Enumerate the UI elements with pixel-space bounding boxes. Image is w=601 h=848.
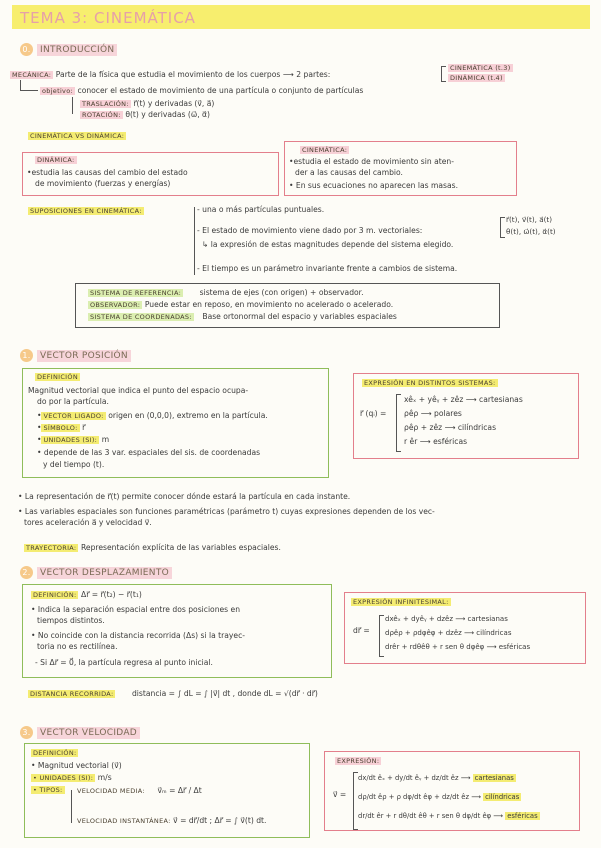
sistema-referencia-text: sistema de ejes (con origen) + observador.	[199, 288, 364, 297]
section-0-label: INTRODUCCIÓN	[37, 44, 117, 56]
depende-line-2: y del tiempo (t).	[43, 460, 105, 469]
velocidad-esfericas: dr/dt êr + r dθ/dt êθ + r sen θ dφ/dt êφ ⟶ esféricas	[358, 812, 538, 820]
objetivo-text: conocer el estado de movimiento de una partícula o conjunto de partículas	[77, 86, 364, 95]
mecanica-row	[10, 70, 330, 79]
cinematica-line-2: der a las causas del cambio.	[295, 168, 403, 177]
traslacion-row	[80, 99, 214, 108]
dinamica-line-1: •estudia las causas del cambio del estado	[27, 168, 188, 177]
partes-brace	[441, 66, 446, 82]
parte-dinamica: DINÁMICA (t.4)	[450, 74, 503, 82]
velocidad-instantanea-label: VELOCIDAD INSTANTÁNEA:	[77, 817, 171, 825]
distancia-recorrida-label: DISTANCIA RECORRIDA:	[30, 690, 114, 698]
distancia-recorrida-text: distancia = ∫ dL = ∫ |v⃗| dt , donde dL = √(dr⃗ · dr⃗)	[131, 689, 318, 698]
mecanica-label: MECÁNICA:	[12, 71, 52, 79]
distancia-recorrida-row	[28, 689, 318, 698]
cinematica-line-1: •estudia el estado de movimiento sin aten-	[289, 157, 454, 166]
suposicion-3: - El tiempo es un parámetro invariante frente a cambios de sistema.	[197, 264, 458, 273]
tipos-bracket	[71, 790, 72, 823]
dinamica-heading: DINÁMICA:	[37, 156, 75, 164]
velocidad-instantanea-row	[77, 816, 266, 825]
connector-line	[20, 90, 38, 91]
section-3-label: VECTOR VELOCIDAD	[37, 727, 140, 739]
infinitesimal-cilindricas: dρêρ + ρdφêφ + dzêz ⟶ cilíndricas	[385, 629, 512, 637]
desplazamiento-definicion-row	[31, 590, 142, 599]
unidades-text: m	[101, 435, 110, 444]
depende-line-1: • depende de las 3 var. espaciales del sis. de coordenadas	[37, 448, 261, 457]
section-3-header	[20, 726, 140, 739]
velocidad-unidades-row	[31, 773, 112, 782]
velocidad-tipos-label: • TIPOS:	[33, 786, 63, 794]
velocidad-expresion-heading: EXPRESIÓN:	[337, 757, 380, 765]
simbolo-label: SÍMBOLO:	[43, 424, 78, 432]
bullet-variables-line-1: • Las variables espaciales son funciones paramétricas (parámetro t) cuyas expresiones dependen de los vec-	[18, 507, 435, 516]
cinematica-line-3: • En sus ecuaciones no aparecen las masas.	[289, 181, 459, 190]
suposiciones-bracket	[194, 207, 195, 275]
magnitudes-rotacion: θ(t), ω⃗(t), α⃗(t)	[506, 227, 556, 236]
objetivo-row	[40, 86, 363, 95]
sistema-box	[75, 283, 500, 328]
expresion-sistemas-box	[353, 373, 579, 459]
traslacion-label: TRASLACIÓN:	[82, 100, 129, 108]
sistema-referencia-label: SISTEMA DE REFERENCIA:	[90, 289, 182, 297]
observador-text: Puede estar en reposo, en movimiento no acelerado o acelerado.	[144, 300, 394, 309]
desplazamiento-line-1: • Indica la separación espacial entre dos posiciones en	[31, 605, 241, 614]
velocidad-definicion-box	[24, 743, 310, 838]
suposiciones-heading: SUPOSICIONES EN CINEMÁTICA:	[30, 207, 142, 215]
expresion-cartesianas: xêₓ + yêᵧ + zêz ⟶ cartesianas	[404, 395, 523, 404]
magnitudes-traslacion: r⃗(t), v⃗(t), a⃗(t)	[506, 215, 553, 224]
section-0-number: 0.	[20, 43, 33, 56]
velocidad-media-eq: v⃗ₘ = Δr⃗ / Δt	[157, 786, 202, 795]
objetivo-label: objetivo:	[42, 87, 73, 95]
expresion-polares: ρêρ ⟶ polares	[404, 409, 462, 418]
desplazamiento-line-2: tiempos distintos.	[37, 616, 105, 625]
expresion-sistemas-heading: EXPRESIÓN EN DISTINTOS SISTEMAS:	[364, 379, 496, 387]
section-2-header	[20, 566, 172, 579]
unidades-label: UNIDADES (SI):	[43, 436, 98, 444]
parte-cinematica: CINEMÁTICA (t.3)	[450, 64, 511, 72]
velocidad-expresion-box	[324, 751, 580, 831]
rotacion-row	[80, 110, 210, 119]
mecanica-text: Parte de la física que estudia el movimiento de los cuerpos	[55, 70, 281, 79]
velocidad-media-row	[77, 786, 202, 795]
infinitesimal-brace	[379, 615, 384, 657]
velocidad-instantanea-eq: v⃗ = dr⃗/dt ; Δr⃗ = ∫ v⃗(t) dt.	[173, 816, 267, 825]
traslacion-text: r⃗(t) y derivadas (v⃗, a⃗)	[133, 99, 215, 108]
velocidad-unidades-label: • UNIDADES (SI):	[33, 774, 94, 782]
observador-row	[88, 300, 393, 309]
velocidad-unidades-text: m/s	[97, 773, 112, 782]
velocidad-definicion-heading: DEFINICIÓN:	[33, 749, 77, 757]
sistema-referencia-row	[88, 288, 364, 297]
section-2-label: VECTOR DESPLAZAMIENTO	[37, 567, 172, 579]
section-0-header	[20, 43, 117, 56]
definicion-heading: DEFINICIÓN	[37, 373, 78, 381]
page-title: TEMA 3: CINEMÁTICA	[20, 9, 196, 27]
cinematica-vs-dinamica-heading: CINEMÁTICA VS DINÁMICA:	[30, 132, 125, 140]
suposicion-1: - una o más partículas puntuales.	[197, 205, 325, 214]
trayectoria-label: TRAYECTORIA:	[26, 544, 77, 552]
vector-ligado-row: • VECTOR LIGADO: origen en (0,0,0), extremo en la partícula.	[37, 411, 268, 420]
dinamica-box	[22, 152, 279, 196]
section-1-header	[20, 349, 131, 362]
infinitesimal-cartesianas: dxêₓ + dyêᵧ + dzêz ⟶ cartesianas	[385, 615, 508, 623]
arrow-icon: ⟶	[282, 70, 294, 79]
infinitesimal-esfericas: drêr + rdθêθ + r sen θ dφêφ ⟶ esféricas	[385, 643, 531, 651]
velocidad-cartesianas: dx/dt êₓ + dy/dt êᵧ + dz/dt êz ⟶ cartesianas	[358, 774, 514, 782]
expresion-infinitesimal-box	[344, 592, 586, 664]
desplazamiento-line-5: - Si Δr⃗ = 0⃗, la partícula regresa al punto inicial.	[35, 658, 213, 667]
simbolo-row: • SÍMBOLO: r⃗	[37, 423, 86, 432]
velocidad-cilindricas: dρ/dt êρ + ρ dφ/dt êφ + dz/dt êz ⟶ cilíndricas	[358, 793, 520, 801]
velocidad-media-label: VELOCIDAD MEDIA:	[77, 787, 145, 795]
expresion-cilindricas: ρêρ + zêz ⟶ cilíndricas	[404, 423, 497, 432]
section-2-number: 2.	[20, 566, 33, 579]
velocidad-expresion-lhs: v⃗ =	[333, 790, 347, 799]
dinamica-line-2: de movimiento (fuerzas y energías)	[35, 179, 171, 188]
rotacion-text: θ(t) y derivadas (ω⃗, α⃗)	[125, 110, 211, 119]
infinitesimal-lhs: dr⃗ =	[353, 626, 370, 635]
sistema-coordenadas-text: Base ortonormal del espacio y variables espaciales	[202, 312, 397, 321]
expresion-esfericas: r êr ⟶ esféricas	[404, 437, 468, 446]
trayectoria-row	[24, 543, 281, 552]
cinematica-heading: CINEMÁTICA:	[302, 146, 348, 154]
vector-posicion-definicion-box	[22, 368, 329, 478]
connector-line	[72, 97, 73, 114]
desplazamiento-definicion-label: DEFINICIÓN:	[33, 591, 77, 599]
section-1-label: VECTOR POSICIÓN	[37, 350, 131, 362]
sistema-coordenadas-label: SISTEMA DE COORDENADAS:	[90, 313, 192, 321]
suposicion-2-note: ↳ la expresión de estas magnitudes depende del sistema elegido.	[202, 240, 454, 249]
bullet-variables-line-2: tores aceleración a⃗ y velocidad v⃗.	[24, 518, 152, 527]
definicion-line-1: Magnitud vectorial que indica el punto del espacio ocupa-	[28, 386, 249, 395]
trayectoria-text: Representación explícita de las variables espaciales.	[80, 543, 281, 552]
expresion-infinitesimal-heading: EXPRESIÓN INFINITESIMAL:	[353, 598, 449, 606]
simbolo-text: r⃗	[82, 423, 86, 432]
vector-ligado-label: VECTOR LIGADO:	[43, 412, 104, 420]
desplazamiento-line-4: toria no es rectilínea.	[37, 642, 118, 651]
vector-ligado-text: origen en (0,0,0), extremo en la partícula.	[108, 411, 268, 420]
velocidad-magnitud: • Magnitud vectorial (v⃗)	[31, 761, 122, 770]
magnitudes-brace	[500, 217, 505, 238]
sistema-coordenadas-row	[88, 312, 397, 321]
cinematica-box	[284, 141, 517, 196]
desplazamiento-definicion-box	[22, 584, 332, 678]
bullet-representacion: • La representación de r⃗(t) permite conocer dónde estará la partícula en cada instante.	[18, 492, 351, 501]
desplazamiento-definicion-eq: Δr⃗ = r⃗(t₂) − r⃗(t₁)	[81, 590, 142, 599]
connector-line	[20, 80, 21, 90]
partes-text: 2 partes:	[296, 70, 331, 79]
section-3-number: 3.	[20, 726, 33, 739]
desplazamiento-line-3: • No coincide con la distancia recorrida (Δs) si la trayec-	[31, 631, 246, 640]
definicion-line-2: do por la partícula.	[37, 397, 109, 406]
unidades-row: • UNIDADES (SI): m	[37, 435, 110, 444]
suposicion-2: - El estado de movimiento viene dado por 3 m. vectoriales:	[197, 226, 423, 235]
observador-label: OBSERVADOR:	[90, 301, 141, 309]
section-1-number: 1.	[20, 349, 33, 362]
expresion-lhs: r⃗ (qᵢ) =	[360, 409, 387, 418]
rotacion-label: ROTACIÓN:	[82, 111, 121, 119]
expresion-brace	[396, 394, 401, 452]
title-bar	[12, 5, 590, 29]
